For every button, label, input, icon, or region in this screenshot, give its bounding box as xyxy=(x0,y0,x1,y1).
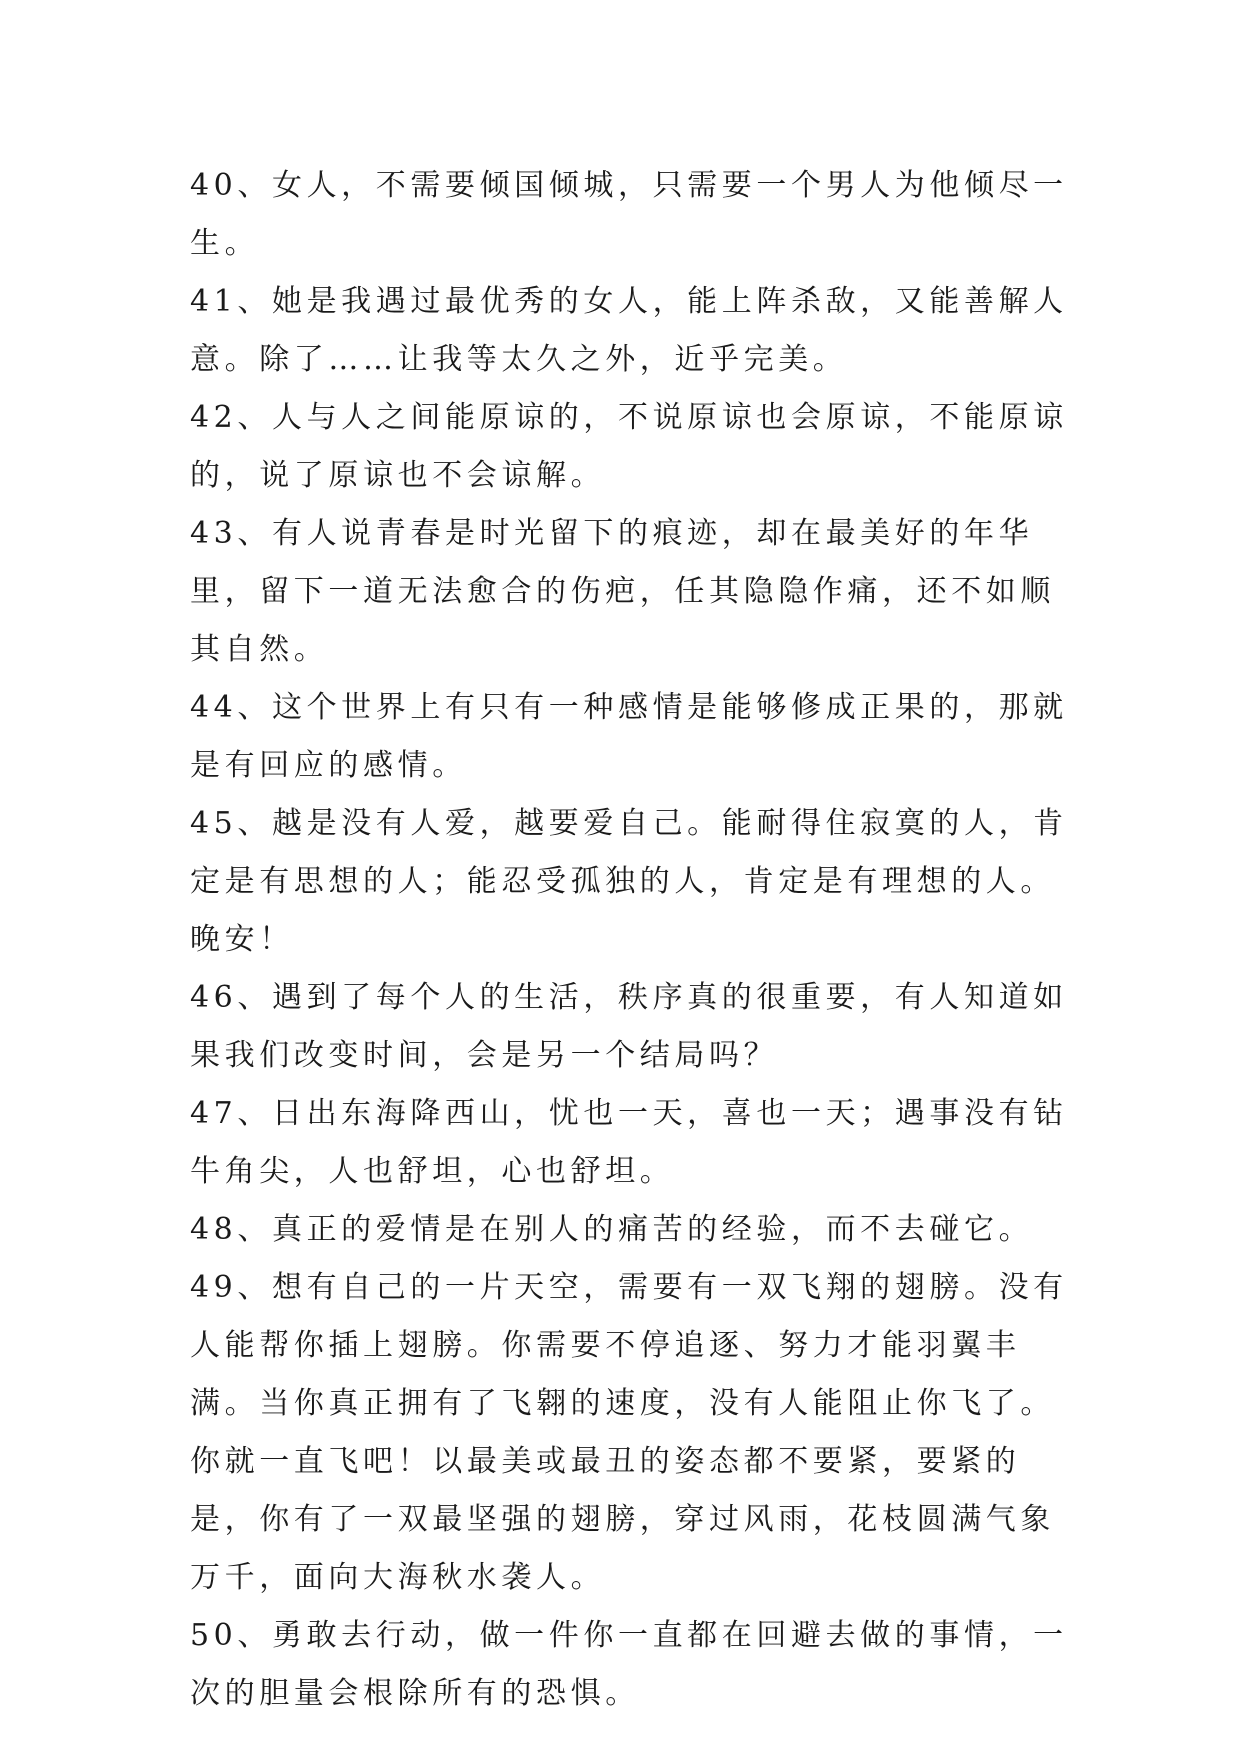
entry-44: 44、这个世界上有只有一种感情是能够修成正果的，那就是有回应的感情。 xyxy=(190,690,1068,783)
entry-46: 46、遇到了每个人的生活，秩序真的很重要，有人知道如果我们改变时间，会是另一个结局吗？ xyxy=(190,980,1068,1073)
entry-47: 47、日出东海降西山，忧也一天，喜也一天；遇事没有钻牛角尖，人也舒坦，心也舒坦。 xyxy=(190,1096,1068,1189)
entry-40: 40、女人，不需要倾国倾城，只需要一个男人为他倾尽一生。 xyxy=(190,168,1068,261)
entry-45: 45、越是没有人爱，越要爱自己。能耐得住寂寞的人，肯定是有思想的人；能忍受孤独的人，肯定是有理想的人。晚安！ xyxy=(190,806,1068,957)
entry-48: 48、真正的爱情是在别人的痛苦的经验，而不去碰它。 xyxy=(190,1212,1034,1247)
entry-50: 50、勇敢去行动，做一件你一直都在回避去做的事情，一次的胆量会根除所有的恐惧。 xyxy=(190,1618,1068,1711)
document-body xyxy=(190,157,1070,1723)
entry-42: 42、人与人之间能原谅的，不说原谅也会原谅，不能原谅的，说了原谅也不会谅解。 xyxy=(190,400,1068,493)
entry-43: 43、有人说青春是时光留下的痕迹，却在最美好的年华里，留下一道无法愈合的伤疤，任其隐隐作痛，还不如顺其自然。 xyxy=(190,516,1055,667)
entry-49: 49、想有自己的一片天空，需要有一双飞翔的翅膀。没有人能帮你插上翅膀。你需要不停追逐、努力才能羽翼丰满。当你真正拥有了飞翱的速度，没有人能阻止你飞了。你就一直飞吧！以最美或最丑的姿态都不要紧，要紧的是，你有了一双最坚强的翅膀，穿过风雨，花枝圆满气象万千，面向大海秋水袭人。 xyxy=(190,1270,1068,1595)
entry-41: 41、她是我遇过最优秀的女人，能上阵杀敌，又能善解人意。除了……让我等太久之外，近乎完美。 xyxy=(190,284,1068,377)
